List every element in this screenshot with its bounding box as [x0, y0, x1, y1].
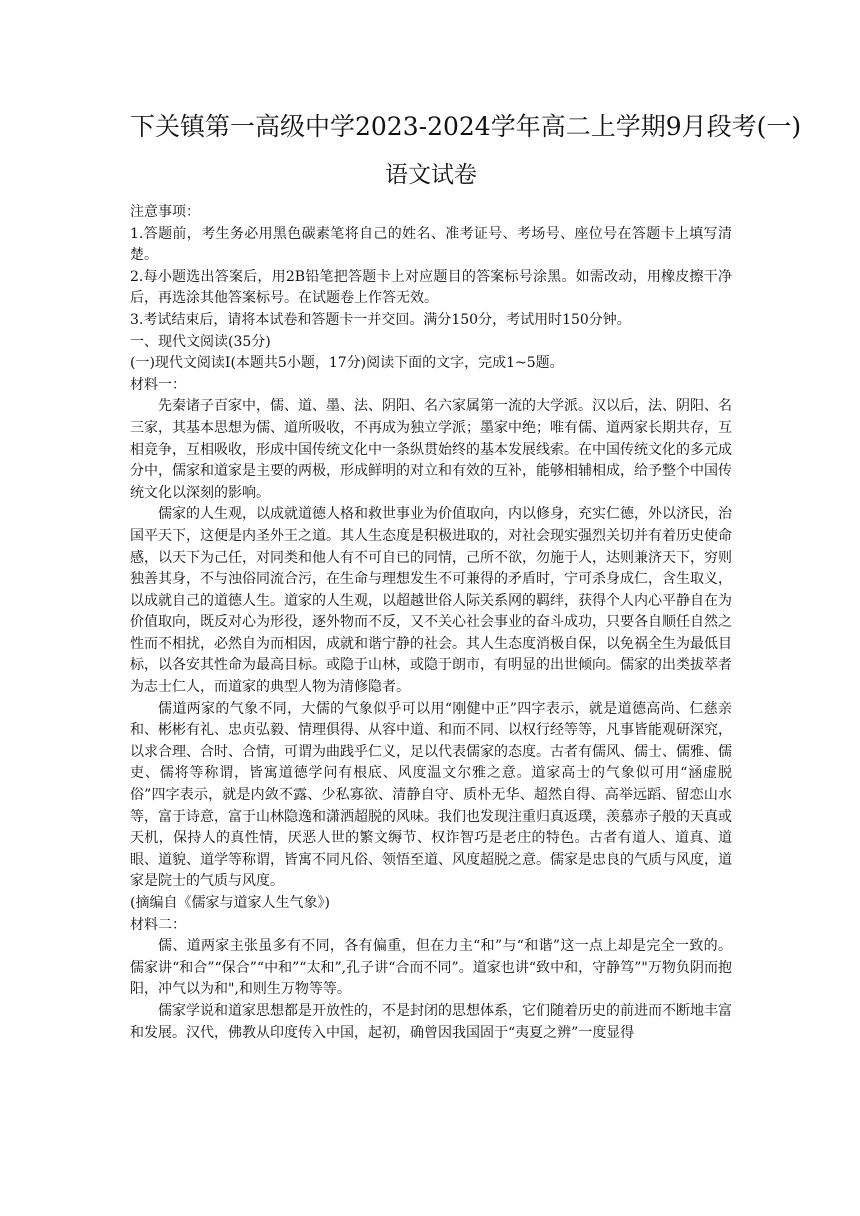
material-2-label: 材料二：: [130, 916, 186, 933]
notice-item-3: 3.考试结束后，请将本试卷和答题卡一并交回。满分150分，考试用时150分钟。: [130, 311, 631, 328]
material-2-paragraph-2: 儒家学说和道家思想都是开放性的，不是封闭的思想体系，它们随着历史的前进而不断地丰富和发展。汉代，佛教从印度传入中国，起初，确曾因我国固于“夷夏之辨”一度显得: [130, 1002, 732, 1041]
notice-item-1: 1.答题前，考生务必用黑色碳素笔将自己的姓名、准考证号、考场号、座位号在答题卡上填写清楚。: [130, 225, 732, 264]
exam-page: [130, 100, 802, 1044]
exam-subtitle: 语文试卷: [385, 162, 477, 188]
material-1-source: (摘编自《儒家与道家人生气象》): [130, 895, 330, 911]
material-1-paragraph-1: 先秦诸子百家中，儒、道、墨、法、阴阳、名六家属第一流的大学派。汉以后，法、阴阳、名三家，其基本思想为儒、道所吸收，不再成为独立学派；墨家中绝；唯有儒、道两家长期共存，互相竞争，互相吸收，形成中国传统文化中一条纵贯始终的基本发展线索。在中国传统文化的多元成分中，儒家和道家是主要的两极，形成鲜明的对立和有效的互补，能够相辅相成，给予整个中国传统文化以深刻的影响。: [130, 398, 732, 501]
section-subheading: (一)现代文阅读I(本题共5小题，17分)阅读下面的文字，完成1~5题。: [130, 355, 564, 372]
material-2-paragraph-1: 儒、道两家主张虽多有不同，各有偏重，但在力主“和”与“和谐”这一点上却是完全一致的。儒家讲“和合”“保合”“中和”“太和”,孔子讲“合而不同”。道家也讲“致中和，守静笃”"万物负阴而抱阳，冲气以为和",和则生万物等等。: [130, 938, 732, 998]
notice-item-2: 2.每小题选出答案后，用2B铅笔把答题卡上对应题目的答案标号涂黑。如需改动，用橡皮擦干净后，再选涂其他答案标号。在试题卷上作答无效。: [130, 268, 732, 307]
section-heading: 一、现代文阅读(35分): [130, 333, 271, 350]
notice-heading: 注意事项：: [130, 204, 200, 220]
material-1-paragraph-3: 儒道两家的气象不同，大儒的气象似乎可以用“刚健中正”四字表示，就是道德高尚、仁慈亲和、彬彬有礼、忠贞弘毅、情理俱得、从容中道、和而不同、以权行经等等，凡事皆能观研深究，以求合理、合时、合情，可谓为曲践乎仁义，足以代表儒家的态度。古者有儒风、儒士、儒雅、儒吏、儒将等称谓，皆寓道德学问有根底、风度温文尔雅之意。道家高士的气象似可用“涵虚脱俗”四字表示，就是内敛不露、少私寡欲、清静自守、质朴无华、超然自得、高举远蹈、留恋山水等，富于诗意，富于山林隐逸和潇洒超脱的风味。我们也发现注重归真返璞，羡慕赤子般的天真或天机，保持人的真性情，厌恶人世的繁文缛节、权诈智巧是老庄的特色。古者有道人、道真、道眼、道貌、道学等称谓，皆寓不同凡俗、领悟至道、风度超脱之意。儒家是忠良的气质与风度，道家是院士的气质与风度。: [130, 700, 732, 890]
material-1-paragraph-2: 儒家的人生观，以成就道德人格和救世事业为价值取向，内以修身，充实仁德，外以济民，治国平天下，这便是内圣外王之道。其人生态度是积极进取的，对社会现实强烈关切并有着历史使命感，以天下为己任，对同类和他人有不可自已的同情，己所不欲，勿施于人，达则兼济天下，穷则独善其身，不与浊俗同流合污，在生命与理想发生不可兼得的矛盾时，宁可杀身成仁，含生取义，以成就自己的道德人生。道家的人生观，以超越世俗人际关系网的羁绊，获得个人内心平静自在为价值取向，既反对心为形役，逐外物而不反，又不关心社会事业的奋斗成功，只要各自顺任自然之性而不相扰，必然自为而相因，成就和谐宁静的社会。其人生态度消极自保，以免祸全生为最低目标，以各安其性命为最高目标。或隐于山林，或隐于朗市，有明显的出世倾向。儒家的出类拔萃者为志士仁人，而道家的典型人物为清修隐者。: [130, 506, 732, 696]
exam-title: 下关镇第一高级中学2023-2024学年高二上学期9月段考(一): [130, 112, 802, 141]
material-1-label: 材料一：: [130, 376, 186, 393]
